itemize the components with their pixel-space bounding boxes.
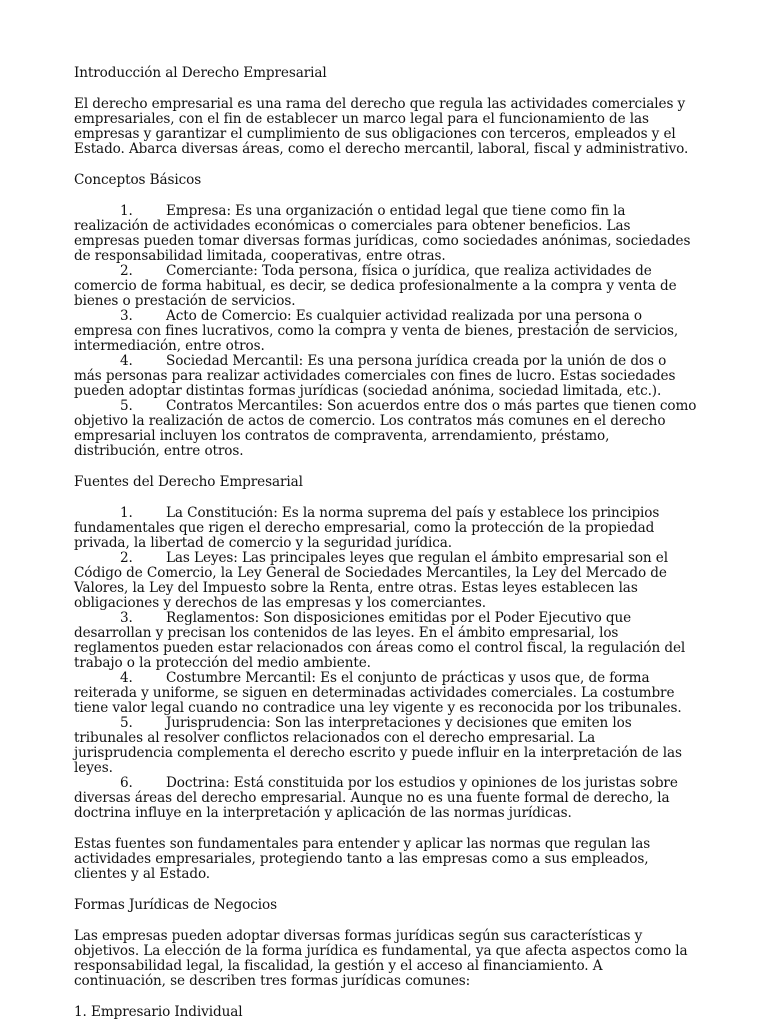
item-text: Contratos Mercantiles: Son acuerdos entre dos o más partes que tienen como objetivo la realización de actos de comercio. Los contratos más comunes en el derecho empresarial incluyen los contratos de compraventa, arrendamiento, préstamo, distribución, entre otros. [74,398,697,459]
item-number: 3. [120,308,133,324]
item-number: 3. [120,610,133,626]
item-number: 5. [120,398,133,414]
formas-paragraph: Las empresas pueden adoptar diversas formas jurídicas según sus características y objetivos. La elección de la forma jurídica es fundamental, ya que afecta aspectos como la responsabilidad legal, la fiscalidad, la gestión y el acceso al financiamiento. A continuación, se describen tres formas jurídicas comunes: [74,928,688,989]
item-text: Costumbre Mercantil: Es el conjunto de prácticas y usos que, de forma reiterada y uniforme, se siguen en determinadas actividades comerciales. La costumbre tiene valor legal cuando no contradice una ley vigente y es reconocida por los tribunales. [74,670,682,716]
list-item [74,309,698,354]
item-text: Reglamentos: Son disposiciones emitidas por el Poder Ejecutivo que desarrollan y precisan los contenidos de las leyes. En el ámbito empresarial, los reglamentos pueden estar relacionados con áreas como el control fiscal, la regulación del trabajo o la protección del medio ambiente. [74,610,686,671]
section-title-fuentes: Fuentes del Derecho Empresarial [74,474,303,490]
item-number: 1. [120,505,133,521]
list-item [74,204,698,264]
list-item [74,611,698,671]
list-item [74,354,698,399]
item-number: 2. [120,550,133,566]
list-item [74,716,698,776]
item-text: La Constitución: Es la norma suprema del país y establece los principios fundamentales que rigen el derecho empresarial, como la protección de la propiedad privada, la libertad de comercio y la seguridad jurídica. [74,505,660,551]
item-number: 2. [120,263,133,279]
item-text: Jurisprudencia: Son las interpretaciones y decisiones que emiten los tribunales al resolver conflictos relacionados con el derecho empresarial. La jurisprudencia complementa el derecho escrito y puede influir en la interpretación de las leyes. [74,715,682,776]
section-title-introduccion: Introducción al Derecho Empresarial [74,65,327,81]
item-number: 6. [120,775,133,791]
document-page [74,66,698,1020]
list-item [74,776,698,821]
section-title-conceptos: Conceptos Básicos [74,172,202,188]
item-text: Comerciante: Toda persona, física o jurídica, que realiza actividades de comercio de forma habitual, es decir, se dedica profesionalmente a la compra y venta de bienes o prestación de servicios. [74,263,677,309]
fuentes-list [74,506,698,821]
item-text: Doctrina: Está constituida por los estudios y opiniones de los juristas sobre diversas áreas del derecho empresarial. Aunque no es una fuente formal de derecho, la doctrina influye en la interpretación y aplicación de las normas jurídicas. [74,775,678,821]
item-number: 4. [120,353,133,369]
list-item [74,506,698,551]
subheading-empresario-individual: 1. Empresario Individual [74,1004,243,1020]
list-item [74,264,698,309]
intro-paragraph: El derecho empresarial es una rama del derecho que regula las actividades comerciales y empresariales, con el fin de establecer un marco legal para el funcionamiento de las empresas y garantizar el cumplimiento de sus obligaciones con terceros, empleados y el Estado. Abarca diversas áreas, como el derecho mercantil, laboral, fiscal y administrativo. [74,96,689,157]
section-title-formas: Formas Jurídicas de Negocios [74,897,277,913]
item-number: 4. [120,670,133,686]
item-text: Acto de Comercio: Es cualquier actividad realizada por una persona o empresa con fines lucrativos, como la compra y venta de bienes, prestación de servicios, intermediación, entre otros. [74,308,679,354]
item-text: Las Leyes: Las principales leyes que regulan el ámbito empresarial son el Código de Comercio, la Ley General de Sociedades Mercantiles, la Ley del Mercado de Valores, la Ley del Impuesto sobre la Renta, entre otras. Estas leyes establecen las obligaciones y derechos de las empresas y los comerciantes. [74,550,668,611]
list-item [74,551,698,611]
fuentes-closing-paragraph: Estas fuentes son fundamentales para entender y aplicar las normas que regulan las actividades empresariales, protegiendo tanto a las empresas como a sus empleados, clientes y al Estado. [74,836,651,882]
item-text: Empresa: Es una organización o entidad legal que tiene como fin la realización de actividades económicas o comerciales para obtener beneficios. Las empresas pueden tomar diversas formas jurídicas, como sociedades anónimas, sociedades de responsabilidad limitada, cooperativas, entre otras. [74,203,691,264]
item-text: Sociedad Mercantil: Es una persona jurídica creada por la unión de dos o más personas para realizar actividades comerciales con fines de lucro. Estas sociedades pueden adoptar distintas formas jurídicas (sociedad anónima, sociedad limitada, etc.). [74,353,676,399]
conceptos-list [74,204,698,459]
list-item [74,399,698,459]
item-number: 5. [120,715,133,731]
item-number: 1. [120,203,133,219]
list-item [74,671,698,716]
